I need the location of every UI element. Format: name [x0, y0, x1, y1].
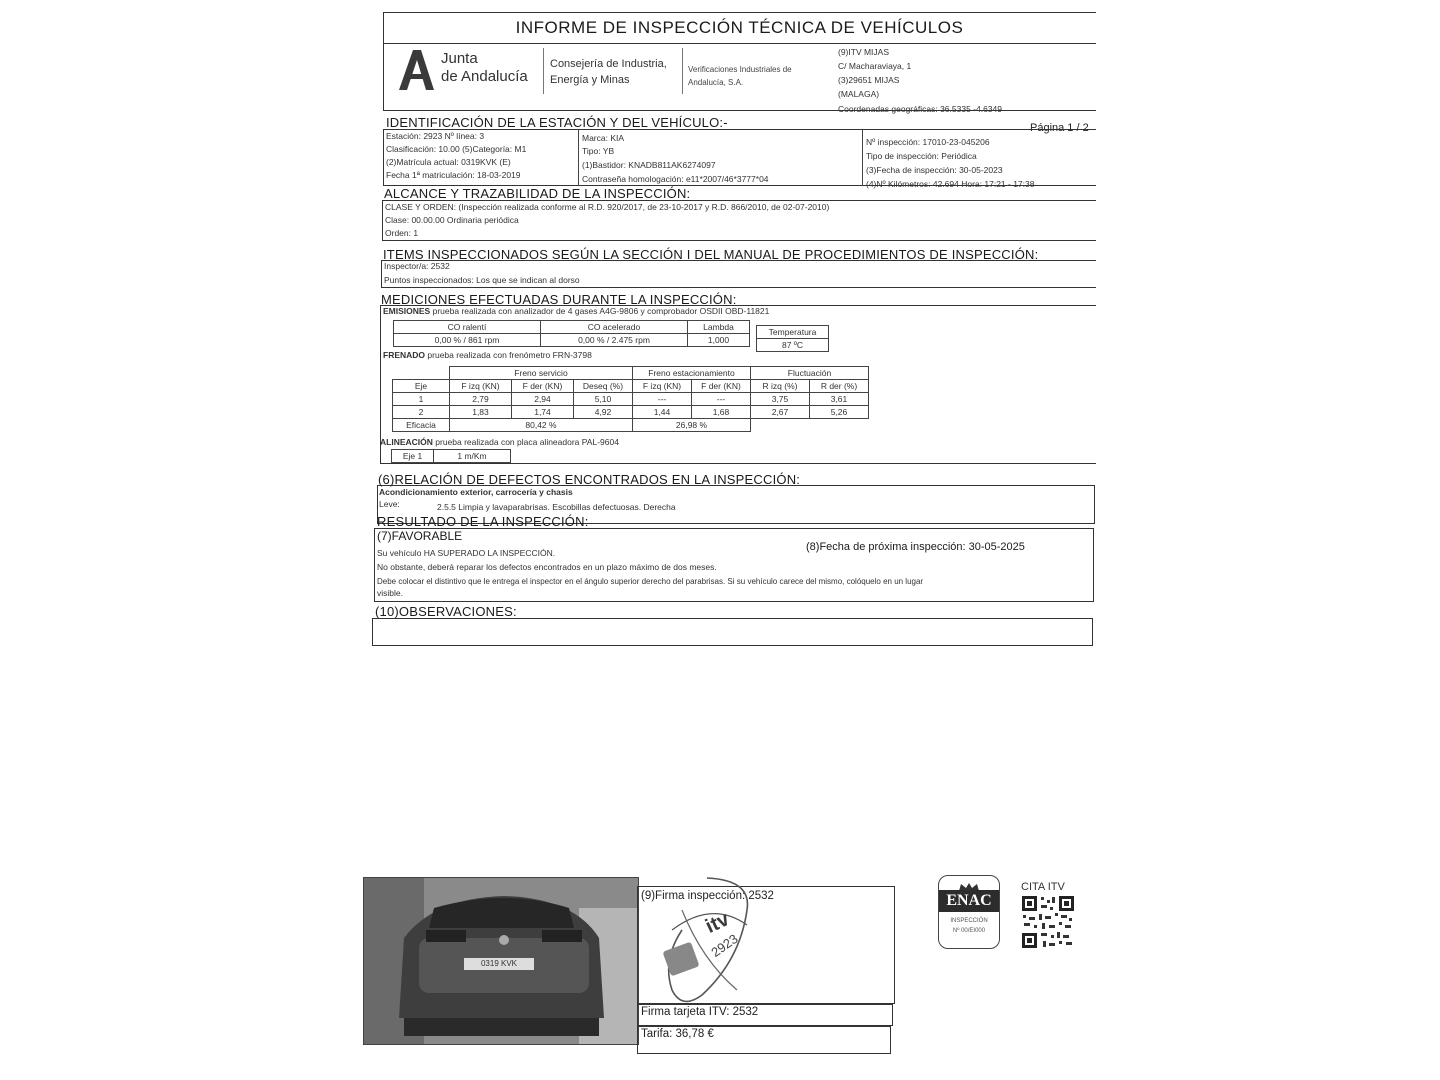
- fluctuacion-label: Fluctuación: [751, 367, 869, 380]
- kilometros-hora: (4)Nº Kilómetros: 42.694 Hora: 17:21 - 17:38: [866, 179, 1035, 189]
- station-line-4: (MALAGA): [838, 89, 880, 99]
- fr-cell: 1,44: [633, 406, 692, 419]
- ident-divider-2: [862, 129, 863, 186]
- frenado-line: [383, 349, 592, 362]
- em-header-cell: CO ralentí: [394, 321, 541, 334]
- observaciones-heading: (10)OBSERVACIONES:: [375, 604, 517, 619]
- fr-header-cell: F izq (KN): [633, 380, 692, 393]
- stamp-number: 2923: [708, 931, 741, 960]
- fr-cell: 2,94: [512, 393, 574, 406]
- frenado-header-row: [393, 380, 869, 393]
- fr-cell: 2,79: [450, 393, 512, 406]
- resultado-line-3: Debe colocar el distintivo que le entrega el inspector en el ángulo superior derecho del parabrisas. Si su vehículo carece del mismo, colóquelo en un lugar: [377, 577, 924, 586]
- ident-heading: IDENTIFICACIÓN DE LA ESTACIÓN Y DEL VEHÍCULO:-: [386, 115, 728, 130]
- license-plate: 0319 KVK: [464, 958, 534, 970]
- fr-cell: ---: [633, 393, 692, 406]
- cita-itv-label: CITA ITV: [1021, 881, 1065, 893]
- leve-label: Leve:: [379, 499, 400, 509]
- resultado-heading: RESULTADO DE LA INSPECCIÓN:: [377, 514, 589, 529]
- enac-crown-icon: [957, 879, 981, 889]
- station-line-3: (3)29651 MIJAS: [838, 75, 900, 85]
- eficacia-label: Eficacia: [393, 419, 450, 432]
- enac-logo: [938, 875, 1000, 949]
- report-title: INFORME DE INSPECCIÓN TÉCNICA DE VEHÍCULOS: [515, 18, 964, 37]
- em-value-cell: 1,000: [688, 334, 750, 347]
- fr-cell: 5,26: [810, 406, 869, 419]
- n-inspeccion: Nº inspección: 17010-23-045206: [866, 137, 990, 147]
- alineacion-label: ALINEACIÓN: [380, 437, 433, 447]
- fecha-inspeccion: (3)Fecha de inspección: 30-05-2023: [866, 165, 1003, 175]
- emisiones-line: [383, 305, 769, 318]
- tarifa-label: Tarifa: 36,78 €: [641, 1028, 714, 1040]
- em-value-cell: 0,00 % / 861 rpm: [394, 334, 541, 347]
- frenado-group-row: [393, 367, 869, 380]
- eficacia-estac: 26,98 %: [633, 419, 751, 432]
- items-heading: ITEMS INSPECCIONADOS SEGÚN LA SECCIÓN I DEL MANUAL DE PROCEDIMIENTOS DE INSPECCIÓN:: [383, 247, 1039, 262]
- emisiones-table: [393, 320, 750, 347]
- fr-cell: 1: [393, 393, 450, 406]
- vehicle-photo: [363, 877, 639, 1045]
- firma-tarjeta-label: Firma tarjeta ITV: 2532: [641, 1006, 759, 1018]
- fr-header-cell: R izq (%): [751, 380, 810, 393]
- itv-stamp-icon: [652, 870, 762, 1010]
- next-inspection-date: (8)Fecha de próxima inspección: 30-05-2025: [806, 541, 1025, 553]
- emisiones-header-row: [394, 321, 750, 334]
- junta-name-1: Junta: [441, 50, 478, 67]
- tipo-inspeccion: Tipo de inspección: Periódica: [866, 151, 977, 161]
- al-eje: Eje 1: [392, 450, 434, 463]
- fr-header-cell: F der (KN): [692, 380, 751, 393]
- station-line-1: (9)ITV MIJAS: [838, 47, 890, 57]
- fr-cell: 2: [393, 406, 450, 419]
- consejeria-1: Consejería de Industria,: [550, 58, 667, 70]
- frenado-label: FRENADO: [383, 350, 426, 360]
- resultado-status: (7)FAVORABLE: [377, 529, 463, 543]
- al-valor: 1 m/Km: [434, 450, 511, 463]
- alineacion-table: [391, 449, 511, 463]
- matricula: (2)Matrícula actual: 0319KVK (E): [386, 157, 511, 167]
- fr-cell: 1,74: [512, 406, 574, 419]
- eficacia-servicio: 80,42 %: [450, 419, 633, 432]
- fr-cell: 2,67: [751, 406, 810, 419]
- defectos-group: Acondicionamiento exterior, carrocería y chasis: [379, 487, 573, 497]
- fr-cell: ---: [692, 393, 751, 406]
- fr-header-cell: F izq (KN): [450, 380, 512, 393]
- frenado-table: [392, 366, 869, 432]
- fr-header-cell: Eje: [393, 380, 450, 393]
- observaciones-box: [372, 618, 1093, 646]
- homologacion: Contraseña homologación: e11*2007/46*3777*04: [582, 174, 769, 184]
- table-row: [393, 406, 869, 419]
- stamp-itv-text: itv: [702, 908, 733, 938]
- em-header-cell: Temperatura: [757, 326, 829, 339]
- consejeria-2: Energía y Minas: [550, 74, 630, 86]
- estacion: Estación: 2923 Nº línea: 3: [386, 131, 485, 141]
- junta-logo-icon: [396, 46, 436, 92]
- enac-label: ENAC: [939, 890, 999, 912]
- fr-cell: 1,83: [450, 406, 512, 419]
- fr-cell: 3,61: [810, 393, 869, 406]
- leve-text: 2.5.5 Limpia y lavaparabrisas. Escobillas defectuosas. Derecha: [437, 502, 676, 512]
- station-line-2: C/ Macharaviaya, 1: [838, 61, 912, 71]
- alineacion-line: [380, 436, 619, 449]
- clasificacion: Clasificación: 10.00 (5)Categoría: M1: [386, 144, 527, 154]
- eficacia-row: [393, 419, 869, 432]
- temperatura-table: [756, 325, 829, 352]
- tipo: Tipo: YB: [582, 146, 615, 156]
- resultado-line-2: No obstante, deberá reparar los defectos encontrados en un plazo máximo de dos meses.: [377, 562, 717, 572]
- logo-divider-2: [682, 48, 683, 94]
- em-header-cell: CO acelerado: [541, 321, 688, 334]
- itv-stamp: [652, 870, 762, 1010]
- table-row: [393, 393, 869, 406]
- resultado-line-4: visible.: [377, 588, 403, 598]
- junta-name-2: de Andalucía: [441, 68, 528, 85]
- orden: Orden: 1: [385, 228, 419, 238]
- em-value-cell: 87 ºC: [757, 339, 829, 352]
- station-line-5: Coordenadas geográficas: 36.5335 -4.6349: [838, 104, 1002, 114]
- fr-header-cell: Deseq (%): [574, 380, 633, 393]
- emisiones-label: EMISIONES: [383, 306, 431, 316]
- freno-estac-label: Freno estacionamiento: [633, 367, 751, 380]
- qr-code-graphic: [1021, 895, 1075, 949]
- freno-servicio-label: Freno servicio: [450, 367, 633, 380]
- marca: Marca: KIA: [582, 133, 625, 143]
- junta-logo: [396, 46, 436, 92]
- alcance-heading: ALCANCE Y TRAZABILIDAD DE LA INSPECCIÓN:: [384, 186, 691, 201]
- clase-orden: CLASE Y ORDEN: (Inspección realizada conforme al R.D. 920/2017, de 23-10-2017 y R.D. 866/2010, de 02-07-2010): [385, 202, 830, 212]
- fr-header-cell: F der (KN): [512, 380, 574, 393]
- fr-cell: 1,68: [692, 406, 751, 419]
- fr-cell: 3,75: [751, 393, 810, 406]
- ident-divider-1: [578, 129, 579, 186]
- puntos: Puntos inspeccionados: Los que se indican al dorso: [384, 275, 580, 285]
- fr-cell: 4,92: [574, 406, 633, 419]
- inspector: Inspector/a: 2532: [384, 261, 450, 271]
- resultado-line-1: Su vehículo HA SUPERADO LA INSPECCIÓN.: [377, 548, 556, 558]
- em-value-cell: 0,00 % / 2.475 rpm: [541, 334, 688, 347]
- title-divider: [383, 43, 1096, 44]
- fr-cell: 5,10: [574, 393, 633, 406]
- mediciones-heading: MEDICIONES EFECTUADAS DURANTE LA INSPECCIÓN:: [381, 292, 737, 307]
- verif-1: Verificaciones Industriales de: [688, 65, 792, 74]
- fr-header-cell: R der (%): [810, 380, 869, 393]
- clase: Clase: 00.00.00 Ordinaria periódica: [385, 215, 519, 225]
- fecha-matriculacion: Fecha 1ª matriculación: 18-03-2019: [386, 170, 521, 180]
- emisiones-value-row: [394, 334, 750, 347]
- page-number: Página 1 / 2: [1030, 122, 1089, 134]
- enac-sub-1: INSPECCIÓN: [950, 918, 988, 924]
- bastidor: (1)Bastidor: KNADB811AK6274097: [582, 160, 716, 170]
- defectos-heading: (6)RELACIÓN DE DEFECTOS ENCONTRADOS EN LA INSPECCIÓN:: [378, 472, 801, 487]
- em-header-cell: Lambda: [688, 321, 750, 334]
- emisiones-text: prueba realizada con analizador de 4 gases A4G-9806 y comprobador OSDII OBD-11821: [432, 306, 770, 316]
- alineacion-text: prueba realizada con placa alineadora PAL-9604: [435, 437, 619, 447]
- verif-2: Andalucía, S.A.: [688, 78, 744, 87]
- enac-sub-2: Nº 00/EI000: [952, 928, 986, 934]
- frenado-text: prueba realizada con frenómetro FRN-3798: [427, 350, 592, 360]
- qr-code-icon[interactable]: [1021, 895, 1075, 949]
- logo-divider-1: [543, 48, 544, 94]
- firma-inspeccion-label: (9)Firma inspección: 2532: [641, 890, 774, 902]
